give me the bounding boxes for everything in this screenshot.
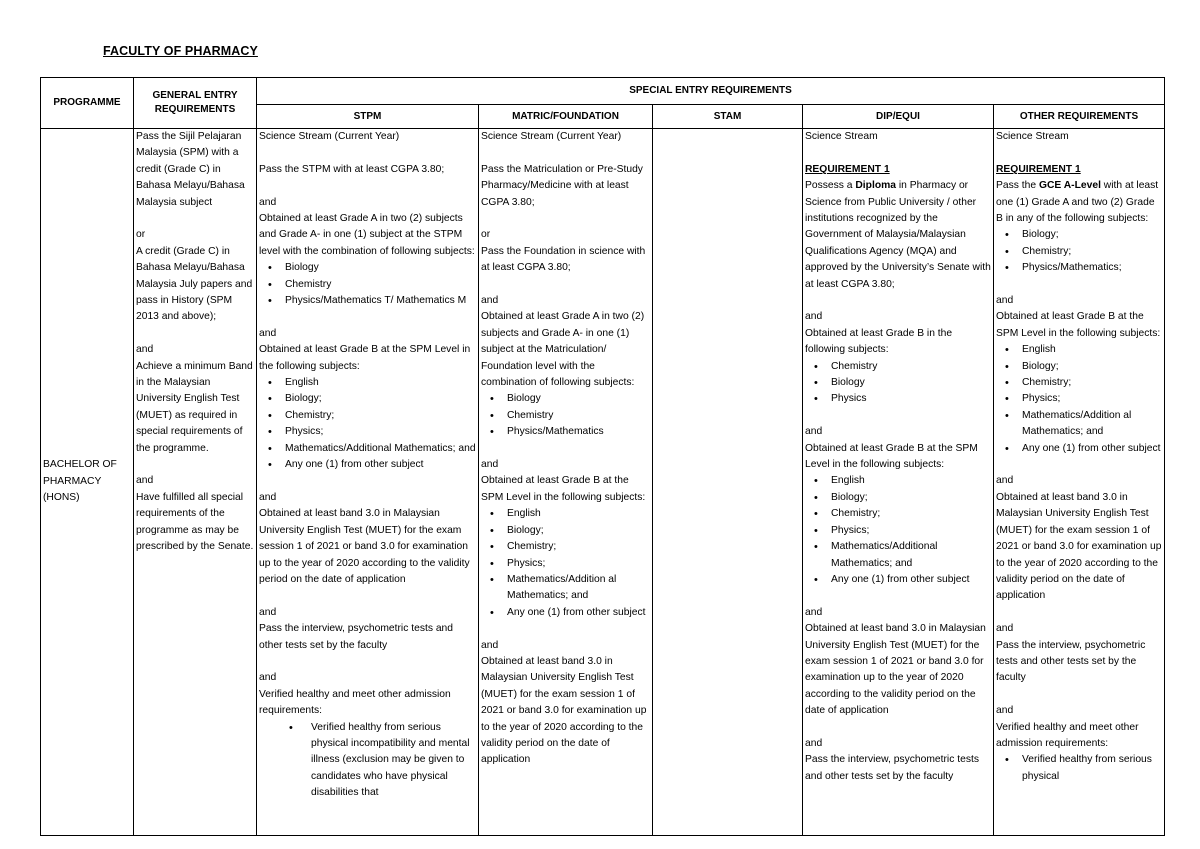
connector-text: and [996, 705, 1014, 717]
general-text: Have fulfilled all special requirements of the programme as may be prescribed by the Senate. [136, 491, 254, 553]
requirement-text: Pass the interview, psychometric tests and other tests set by the faculty [259, 623, 454, 651]
subject-list [259, 375, 476, 473]
health-list [996, 752, 1162, 785]
requirement-text: Verified healthy and meet other admission requirements: [259, 688, 451, 717]
list-item: • Biology; [285, 391, 476, 407]
list-item: • Biology [507, 391, 650, 407]
programme-name: BACHELOR OF PHARMACY (HONS) [43, 459, 117, 504]
general-entry-header: GENERAL ENTRY REQUIREMENTS [134, 78, 257, 129]
connector-text: and [996, 623, 1014, 635]
connector-text: or [136, 229, 146, 241]
list-item: • Biology; [831, 490, 991, 506]
list-item: • Any one (1) from other subject [831, 572, 991, 588]
requirement-text: Obtained at least Grade A in two (2) subjects and Grade A- in one (1) subject at the Matriculation/ Foundation level with the combination of following subjects: [481, 311, 645, 389]
special-entry-header: SPECIAL ENTRY REQUIREMENTS [257, 78, 1165, 105]
requirements-table [40, 77, 1165, 836]
list-item: • Biology; [1022, 227, 1162, 243]
connector-text: and [136, 344, 154, 356]
requirement-text: Obtained at least Grade B at the SPM Level in the following subjects: [805, 442, 978, 471]
connector-text: or [481, 229, 491, 241]
list-item: • Any one (1) from other subject [285, 457, 476, 473]
dip-cell [803, 129, 994, 836]
subject-list [481, 506, 650, 621]
list-item: • Verified healthy from serious physical [1022, 752, 1162, 785]
connector-text: and [136, 475, 154, 487]
subject-list [481, 391, 650, 440]
other-cell [994, 129, 1165, 836]
matric-header: MATRIC/FOUNDATION [479, 105, 653, 129]
requirement-text: Obtained at least band 3.0 in Malaysian University English Test (MUET) for the exam session 1 of 2021 or band 3.0 for examination up to the year of 2020 according to the validity period on the date of application [996, 491, 1162, 602]
connector-text: and [259, 606, 277, 618]
requirement-text: Obtained at least band 3.0 in Malaysian University English Test (MUET) for the exam session 1 of 2021 or band 3.0 for examination up to the year of 2020 according to the validity period on the date of application [805, 623, 986, 717]
list-item: • English [507, 506, 650, 522]
list-item: • Physics; [507, 556, 650, 572]
list-item: • Physics; [831, 523, 991, 539]
requirement-text: Obtained at least Grade A in two (2) subjects and Grade A- in one (1) subject at the STPM level with the combination of following subjects: [259, 213, 475, 257]
requirement-text: Pass the Foundation in science with at least CGPA 3.80; [481, 245, 646, 274]
list-item: • Physics [831, 391, 991, 407]
connector-text: and [481, 295, 499, 307]
list-item: • Mathematics/Addition al Mathematics; and [1022, 408, 1162, 441]
subject-list [996, 227, 1162, 276]
stream-label: Science Stream [805, 131, 878, 142]
list-item: • Physics; [285, 424, 476, 440]
requirement-text: Verified healthy and meet other admission requirements: [996, 721, 1139, 749]
requirement-text: Obtained at least Grade B at the SPM Level in the following subjects: [996, 311, 1161, 339]
list-item: • Chemistry; [1022, 375, 1162, 391]
general-text: A credit (Grade C) in Bahasa Melayu/Bahasa Malaysia July papers and pass in History (SPM 2013 and above); [136, 245, 253, 323]
list-item: • Any one (1) from other subject [1022, 441, 1162, 457]
list-item: • Chemistry; [507, 539, 650, 555]
list-item: • Verified healthy from serious physical incompatibility and mental illness (exclusion may be given to candidates who have physical disabilities that [311, 720, 476, 802]
connector-text: and [259, 491, 277, 503]
dip-header: DIP/EQUI [803, 105, 994, 129]
programme-cell [41, 129, 134, 836]
list-item: • Biology [285, 260, 476, 276]
list-item: • Chemistry [507, 408, 650, 424]
requirement-text: Obtained at least Grade B in the following subjects: [805, 327, 953, 356]
connector-text: and [259, 327, 277, 339]
subject-list [805, 473, 991, 588]
list-item: • Chemistry; [1022, 244, 1162, 260]
list-item: • Biology; [1022, 359, 1162, 375]
requirement-text: Obtained at least Grade B at the SPM Level in the following subjects: [481, 475, 646, 503]
list-item: • Physics/Mathematics T/ Mathematics M [285, 293, 476, 309]
matric-cell [479, 129, 653, 836]
stam-cell [653, 129, 803, 836]
page-title: FACULTY OF PHARMACY [103, 44, 258, 58]
stream-label: Science Stream (Current Year) [259, 131, 400, 142]
list-item: • Physics/Mathematics [507, 424, 650, 440]
stpm-cell [257, 129, 479, 836]
connector-text: and [805, 426, 823, 438]
requirement-heading: REQUIREMENT 1 [996, 163, 1081, 175]
list-item: • Any one (1) from other subject [507, 605, 650, 621]
list-item: • Chemistry [831, 359, 991, 375]
header-row [41, 78, 1165, 105]
list-item: • Physics/Mathematics; [1022, 260, 1162, 276]
requirement-heading: REQUIREMENT 1 [805, 163, 890, 175]
list-item: • English [1022, 342, 1162, 358]
requirement-text: Obtained at least band 3.0 in Malaysian University English Test (MUET) for the exam session 1 of 2021 or band 3.0 for examination up to the year of 2020 according to the validity period on the date of application [481, 655, 647, 766]
programme-row [41, 129, 1165, 836]
connector-text: and [996, 295, 1014, 307]
requirement-text: Pass the interview, psychometric tests and other tests set by the faculty [805, 754, 979, 782]
stam-content [655, 129, 800, 835]
list-item: • Chemistry; [831, 506, 991, 522]
list-item: • Chemistry [285, 277, 476, 293]
list-item: • Physics; [1022, 391, 1162, 407]
general-cell [134, 129, 257, 836]
list-item: • English [285, 375, 476, 391]
general-text: Pass the Sijil Pelajaran Malaysia (SPM) with a credit (Grade C) in Bahasa Melayu/Bahasa Malaysia subject [136, 131, 245, 208]
connector-text: and [481, 639, 499, 651]
subject-list [996, 342, 1162, 457]
subject-list [805, 359, 991, 408]
list-item: • Chemistry; [285, 408, 476, 424]
requirement-text: Obtained at least Grade B at the SPM Level in the following subjects: [259, 344, 471, 372]
connector-text: and [259, 672, 277, 684]
connector-text: and [481, 459, 499, 471]
stream-label: Science Stream (Current Year) [481, 131, 622, 142]
requirement-text: Obtained at least band 3.0 in Malaysian University English Test (MUET) for the exam session 1 of 2021 or band 3.0 for examination up to the year of 2020 according to the validity period on the date of application [259, 508, 470, 585]
subject-list [259, 260, 476, 309]
stam-header: STAM [653, 105, 803, 129]
general-text: Achieve a minimum Band in the Malaysian University English Test (MUET) as required in special requirements of the programme. [136, 360, 253, 454]
requirement-text: Pass the Matriculation or Pre-Study Pharmacy/Medicine with at least CGPA 3.80; [481, 163, 643, 208]
list-item: • Biology; [507, 523, 650, 539]
requirement-text: Pass the STPM with at least CGPA 3.80; [259, 163, 445, 175]
connector-text: and [805, 606, 823, 618]
connector-text: and [805, 737, 823, 749]
list-item: • Mathematics/Additional Mathematics; and [285, 441, 476, 457]
list-item: • Mathematics/Addition al Mathematics; and [507, 572, 650, 605]
requirement-text: Pass the interview, psychometric tests and other tests set by the faculty [996, 639, 1146, 684]
requirement-text: Pass the GCE A-Level with at least one (1) Grade A and two (2) Grade B in any of the following subjects: [996, 180, 1159, 225]
stream-label: Science Stream [996, 131, 1069, 142]
programme-header: PROGRAMME [41, 78, 134, 129]
connector-text: and [259, 196, 277, 208]
list-item: • English [831, 473, 991, 489]
stpm-header: STPM [257, 105, 479, 129]
other-header: OTHER REQUIREMENTS [994, 105, 1165, 129]
list-item: • Biology [831, 375, 991, 391]
list-item: • Mathematics/Additional Mathematics; and [831, 539, 991, 572]
connector-text: and [805, 311, 823, 323]
health-list [259, 720, 476, 802]
requirement-text: Possess a Diploma in Pharmacy or Science from Public University / other institutions recognized by the Government of Malaysia/Malaysian Qualifications Agency (MQA) and approved by the University’s Senate with at least CGPA 3.80; [805, 180, 991, 290]
connector-text: and [996, 475, 1014, 487]
